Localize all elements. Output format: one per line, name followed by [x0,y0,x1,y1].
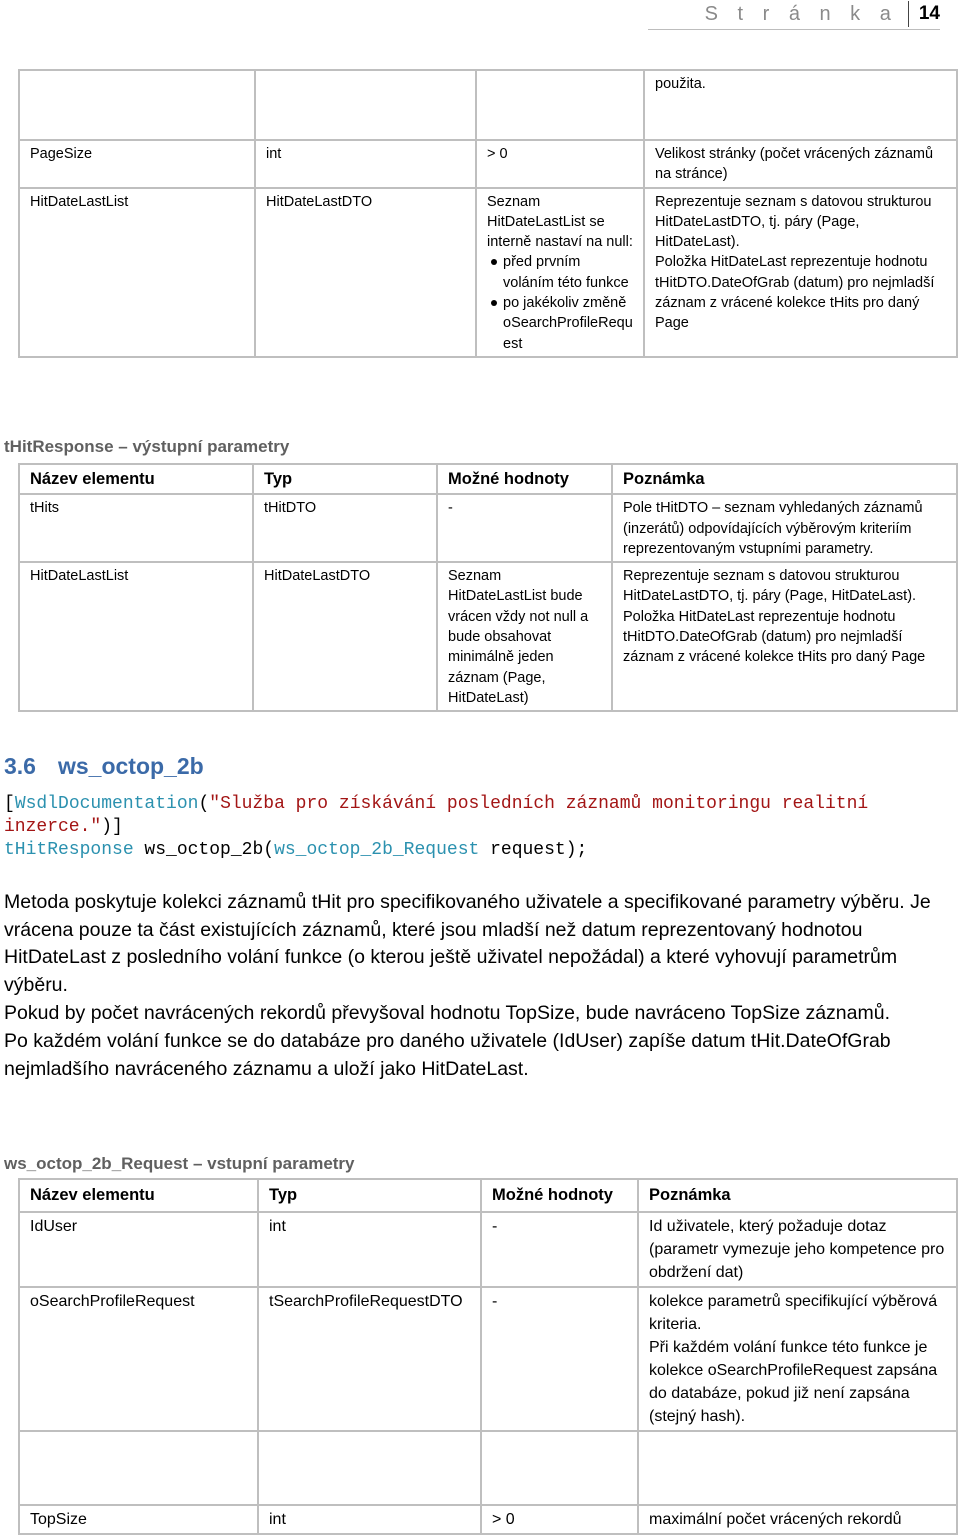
parameters-table-continued [18,69,958,358]
table-cell [476,188,644,357]
table-cell [258,1431,481,1505]
code-token: ( [198,794,210,814]
table-cell: int [255,140,476,188]
section-number: 3.6 [4,753,36,779]
section-heading [4,753,204,780]
code-token: request); [479,840,588,860]
table-row [19,1505,957,1534]
list-item: po jakékoliv změně oSearchProfileRequ est [503,293,633,354]
list-item: před prvním voláním této funkce [503,252,633,293]
table-cell: - [481,1212,638,1287]
column-header: Název elementu [19,464,253,494]
table-cell: int [258,1212,481,1287]
code-token: ws_octop_2b( [133,840,275,860]
table-row [19,562,957,711]
table-row [19,1431,957,1505]
section-title: ws_octop_2b [57,753,204,779]
column-header: Poznámka [638,1179,957,1212]
table-cell [255,70,476,140]
page-header [705,0,940,28]
page-label: S t r á n k a [704,2,898,25]
table-cell [476,70,644,140]
table-row [19,140,957,188]
table-row [19,70,957,140]
response-parameters-table [18,463,958,712]
table-cell: maximální počet vrácených rekordů [638,1505,957,1534]
code-token: ws_octop_2b_Request [274,840,480,860]
code-line-3 [4,839,587,862]
table-cell: tHitDTO [253,494,437,562]
table-cell: PageSize [19,140,255,188]
code-line-2 [4,816,123,839]
table-cell: Pole tHitDTO – seznam vyhledaných záznamů (inzerátů) odpovídajících výběrovým kriteriím reprezentovaným vstupními parametry. [612,494,957,562]
table-cell [481,1431,638,1505]
table-cell [19,70,255,140]
description-paragraph: Po každém volání funkce se do databáze pro daného uživatele (IdUser) zapíše datum tHit.DateOfGrab nejmladšího navráceného záznamu a uloží jako HitDateLast. [4,1030,891,1080]
table-header-row [19,464,957,494]
code-token: "Služba pro získávání posledních záznamů monitoringu realitní [209,794,869,814]
table-cell [19,1431,258,1505]
cell-paragraph: Při každém volání funkce této funkce je kolekce oSearchProfileRequest zapsána do databáze, pokud již není zapsána (stejný hash). [649,1339,938,1425]
table-cell: - [481,1287,638,1431]
code-token: tHitResponse [4,840,134,860]
header-rule [648,29,940,30]
table-cell: int [258,1505,481,1534]
table-cell: > 0 [481,1505,638,1534]
cell-paragraph: kolekce parametrů specifikující výběrová kriteria. [649,1293,938,1333]
table-cell: Velikost stránky (počet vrácených záznamů na stránce) [644,140,957,188]
table-cell: použita. [644,70,957,140]
table-cell [644,188,957,357]
table-cell: Seznam HitDateLastList bude vrácen vždy not null a bude obsahovat minimálně jeden záznam (Page, HitDateLast) [437,562,612,711]
table-cell: IdUser [19,1212,258,1287]
table-row [19,1212,957,1287]
description-paragraph: Pokud by počet navrácených rekordů převyšoval hodnotu TopSize, bude navráceno TopSize záznamů. [4,1002,891,1024]
table-cell: HitDateLastList [19,562,253,711]
header-separator [908,1,909,27]
request-parameters-table [18,1178,958,1535]
code-token: )] [101,817,123,837]
table-cell [638,1287,957,1431]
code-token: WsdlDocumentation [14,794,199,814]
table-cell: Reprezentuje seznam s datovou strukturou HitDateLastDTO, tj. páry (Page, HitDateLast). Položka HitDateLast reprezentuje hodnotu tHitDTO.DateOfGrab (datum) pro nejmladší záznam z vrácené kolekce tHits pro daný Page [612,562,957,711]
table-header-row [19,1179,957,1212]
column-header: Poznámka [612,464,957,494]
column-header: Typ [258,1179,481,1212]
column-header: Název elementu [19,1179,258,1212]
table-row [19,494,957,562]
table-row [19,188,957,357]
request-section-title: ws_octop_2b_Request – vstupní parametry [4,1154,355,1173]
page-number: 14 [918,3,940,24]
table-cell [638,1431,957,1505]
table-cell: oSearchProfileRequest [19,1287,258,1431]
cell-intro: Seznam HitDateLastList se interně nastaví na null: [487,193,633,251]
code-token: [ [4,794,15,814]
table-cell: Id uživatele, který požaduje dotaz (parametr vymezuje jeho kompetence pro obdržení dat) [638,1212,957,1287]
response-section-title: tHitResponse – výstupní parametry [4,437,290,456]
code-token: inzerce." [4,817,102,837]
table-row [19,1287,957,1431]
table-cell: TopSize [19,1505,258,1534]
table-cell: tSearchProfileRequestDTO [258,1287,481,1431]
cell-paragraph: Položka HitDateLast reprezentuje hodnotu tHitDTO.DateOfGrab (datum) pro nejmladší záznam z vrácené kolekce tHits pro daný Page [655,254,935,332]
table-cell: HitDateLastList [19,188,255,357]
column-header: Možné hodnoty [481,1179,638,1212]
column-header: Typ [253,464,437,494]
table-cell: HitDateLastDTO [255,188,476,357]
table-cell: tHits [19,494,253,562]
table-cell: - [437,494,612,562]
column-header: Možné hodnoty [437,464,612,494]
code-line-1 [4,793,868,816]
table-cell: > 0 [476,140,644,188]
table-cell: HitDateLastDTO [253,562,437,711]
cell-paragraph: Reprezentuje seznam s datovou strukturou HitDateLastDTO, tj. páry (Page, HitDateLast). [655,193,932,251]
description-paragraph: Metoda poskytuje kolekci záznamů tHit pro specifikovaného uživatele a specifikované parametry výběru. Je vrácena pouze ta část existujících záznamů, které jsou mladší než datum reprezentovaný hodnotou HitDateLast z posledního volání funkce (o kterou ještě uživatel nepožádal) a které vyhovují parametrům výběru. [4,891,931,996]
bullet-list [487,252,633,353]
